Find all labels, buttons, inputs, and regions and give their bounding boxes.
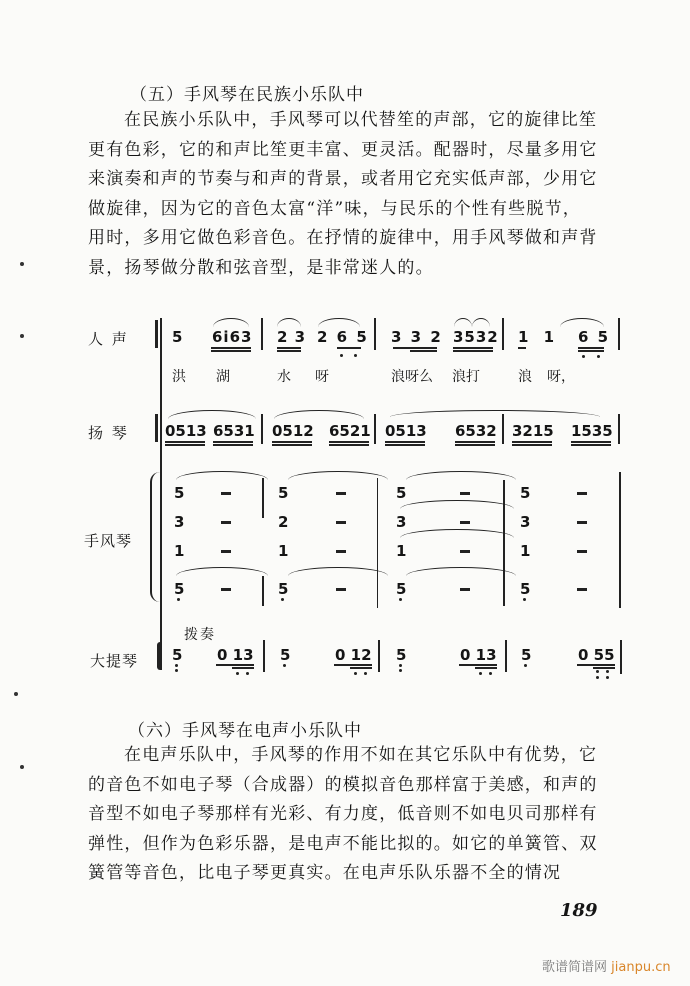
watermark <box>542 956 671 975</box>
underline <box>518 347 526 349</box>
beam <box>232 667 254 669</box>
beam <box>571 441 611 443</box>
sustain-dash <box>336 588 346 591</box>
note-group: 0 12 <box>335 646 372 664</box>
barline <box>620 640 622 674</box>
barline <box>374 414 376 444</box>
note: 1 <box>174 542 185 560</box>
sustain-dash <box>221 588 231 591</box>
beam <box>329 444 369 446</box>
note: 5 <box>172 646 183 664</box>
beam <box>329 441 369 443</box>
barline <box>378 640 380 672</box>
scan-speck <box>20 334 24 338</box>
low-octave-dot <box>596 676 599 679</box>
slur <box>472 318 490 327</box>
beam <box>277 350 301 352</box>
cello-bracket <box>157 642 160 670</box>
slur <box>274 410 364 419</box>
lyric: 呀， <box>547 369 575 385</box>
low-octave-dot <box>175 664 178 667</box>
beam <box>213 441 253 443</box>
beam <box>213 444 253 446</box>
low-octave-dot <box>606 676 609 679</box>
note-group: 3 3 2 <box>391 328 441 346</box>
scan-speck <box>14 692 18 696</box>
low-octave-dot <box>606 670 609 673</box>
beam <box>512 441 552 443</box>
beam <box>571 444 611 446</box>
voice-label: 人 声 <box>88 330 129 348</box>
note: 3 <box>396 513 407 531</box>
low-octave-dot <box>177 598 180 601</box>
note: 5 <box>520 484 531 502</box>
note-group: 3532 <box>453 328 499 346</box>
low-octave-dot <box>489 672 492 675</box>
scan-speck <box>20 765 24 769</box>
note-group: 0513 <box>165 422 207 440</box>
beam <box>459 664 497 666</box>
note-group: 6531 <box>213 422 255 440</box>
paragraph-line: 弹性，但作为色彩乐器，是电声不能比拟的。如它的单簧管、双 <box>88 833 598 854</box>
note: 3 <box>174 513 185 531</box>
beam <box>165 444 205 446</box>
note: 1 <box>520 542 531 560</box>
paragraph-line: 音型不如电子琴那样有光彩、有力度，低音则不如电贝司那样有 <box>88 804 598 824</box>
low-octave-dot <box>582 355 585 358</box>
note-group: 1 1 <box>518 328 555 346</box>
note: 5 <box>280 646 291 664</box>
sustain-dash <box>336 492 346 495</box>
barline <box>262 478 264 518</box>
sustain-dash <box>336 521 346 524</box>
slur <box>560 318 604 327</box>
note-group: 0 13 <box>460 646 497 664</box>
beam <box>272 441 312 443</box>
beam <box>453 350 493 352</box>
note: 5 <box>520 580 531 598</box>
low-octave-dot <box>596 670 599 673</box>
lyric: 浪呀么 <box>391 369 433 385</box>
barline <box>374 318 376 350</box>
tie <box>406 471 516 480</box>
paragraph-line: 在民族小乐队中，手风琴可以代替笙的声部，它的旋律比笙 <box>124 110 598 130</box>
watermark-url: jianpu.cn <box>611 960 671 975</box>
barline <box>505 640 507 672</box>
sustain-dash <box>577 492 587 495</box>
beam <box>577 664 615 666</box>
beam <box>334 664 372 666</box>
beam <box>385 441 425 443</box>
sustain-dash <box>460 550 470 553</box>
beam <box>578 350 604 352</box>
note: 5 <box>172 328 183 346</box>
barline <box>262 576 264 606</box>
beam <box>165 441 205 443</box>
note-group: 2 3 <box>277 328 306 346</box>
low-octave-dot <box>364 672 367 675</box>
low-octave-dot <box>479 672 482 675</box>
sustain-dash <box>460 521 470 524</box>
low-octave-dot <box>597 355 600 358</box>
paragraph-line: 更有色彩，它的和声比笙更丰富、更灵活。配器时，尽量多用它 <box>88 139 598 160</box>
tie <box>176 567 268 576</box>
note: 5 <box>521 646 532 664</box>
note: 5 <box>278 580 289 598</box>
beam <box>211 347 251 349</box>
paragraph-line: 的音色不如电子琴（合成器）的模拟音色那样富于美感，和声的 <box>88 774 598 795</box>
barline <box>618 318 620 350</box>
note-group: 0513 <box>385 422 427 440</box>
barline <box>261 414 263 444</box>
lyric: 水 <box>277 369 291 385</box>
barline <box>502 318 504 350</box>
barline <box>619 472 621 608</box>
beam <box>216 664 254 666</box>
low-octave-dot <box>354 672 357 675</box>
slur <box>318 318 360 327</box>
section-6-paragraph <box>88 741 648 889</box>
beam <box>455 444 495 446</box>
lyric: 湖 <box>216 369 230 385</box>
tie <box>406 567 516 576</box>
beam <box>453 347 493 349</box>
sustain-dash <box>221 492 231 495</box>
note-group: 6i63 <box>212 328 253 346</box>
lyric: 浪 <box>518 369 532 385</box>
section-heading-6: （六）手风琴在电声小乐队中 <box>128 721 362 741</box>
watermark-text: 歌谱简谱网 <box>542 960 608 975</box>
barline <box>261 318 263 350</box>
barline <box>502 414 504 444</box>
low-octave-dot <box>281 598 284 601</box>
beam <box>578 347 604 349</box>
low-octave-dot <box>246 672 249 675</box>
sustain-dash <box>221 521 231 524</box>
note-group: 1535 <box>571 422 613 440</box>
sustain-dash <box>577 521 587 524</box>
scan-speck <box>20 262 24 266</box>
note: 1 <box>278 542 289 560</box>
low-octave-dot <box>283 664 286 667</box>
beam <box>475 667 497 669</box>
beam <box>593 667 615 669</box>
beam <box>393 347 437 349</box>
note: 1 <box>396 542 407 560</box>
note-group: 0512 <box>272 422 314 440</box>
note: 2 <box>278 513 289 531</box>
page-number: 189 <box>560 900 598 921</box>
tie <box>400 500 514 509</box>
lyric: 洪 <box>172 369 186 385</box>
sustain-dash <box>577 550 587 553</box>
paragraph-line: 做旋律，因为它的音色太富“洋”味，与民乐的个性有些脱节， <box>88 198 581 219</box>
note-group: 2 6 5 <box>317 328 367 346</box>
beam <box>277 347 301 349</box>
beam <box>337 347 361 349</box>
slur <box>454 318 472 327</box>
sustain-dash <box>577 588 587 591</box>
cello-label: 大提琴 <box>90 652 139 670</box>
beam <box>211 350 251 352</box>
beam <box>272 444 312 446</box>
beam <box>410 350 437 352</box>
note: 5 <box>174 484 185 502</box>
low-octave-dot <box>354 354 357 357</box>
yangqin-bracket <box>155 414 158 442</box>
low-octave-dot <box>523 598 526 601</box>
section-heading-5: （五）手风琴在民族小乐队中 <box>130 85 364 105</box>
note-group: 6 5 <box>578 328 609 346</box>
note: 5 <box>278 484 289 502</box>
paragraph-line: 用时，多用它做色彩音色。在抒情的旋律中，用手风琴做和声背 <box>88 228 598 248</box>
low-octave-dot <box>340 354 343 357</box>
accordion-label: 手风琴 <box>84 532 133 550</box>
beam <box>512 444 552 446</box>
sustain-dash <box>460 492 470 495</box>
sustain-dash <box>336 550 346 553</box>
tie <box>176 471 268 480</box>
low-octave-dot <box>524 664 527 667</box>
paragraph-line: 在电声乐队中，手风琴的作用不如在其它乐队中有优势，它 <box>124 745 598 765</box>
tie <box>288 471 388 480</box>
low-octave-dot <box>236 672 239 675</box>
note: 5 <box>396 484 407 502</box>
note-group: 6532 <box>455 422 497 440</box>
low-octave-dot <box>175 669 178 672</box>
barline <box>618 414 620 444</box>
barline <box>263 640 265 672</box>
lyric: 浪打 <box>452 369 480 385</box>
note-group: 0 55 <box>578 646 615 664</box>
low-octave-dot <box>399 598 402 601</box>
tie <box>288 567 388 576</box>
slur <box>390 410 600 417</box>
yangqin-label: 扬 琴 <box>88 424 129 442</box>
sustain-dash <box>221 550 231 553</box>
beam <box>385 444 425 446</box>
paragraph-line: 簧管等音色，比电子琴更真实。在电声乐队乐器不全的情况 <box>88 863 562 883</box>
low-octave-dot <box>399 669 402 672</box>
note-group: 6521 <box>329 422 371 440</box>
voice-bracket <box>155 320 158 348</box>
beam <box>350 667 372 669</box>
barline <box>503 480 505 606</box>
slur <box>277 318 301 327</box>
beam <box>455 441 495 443</box>
note: 5 <box>396 580 407 598</box>
paragraph-line: 景，扬琴做分散和弦音型，是非常迷人的。 <box>88 257 434 278</box>
sustain-dash <box>460 588 470 591</box>
low-octave-dot <box>399 664 402 667</box>
note: 5 <box>174 580 185 598</box>
note-group: 3215 <box>512 422 554 440</box>
paragraph-line: 来演奏和声的节奏与和声的背景，或者用它充实低声部，少用它 <box>88 169 598 189</box>
slur <box>213 318 249 327</box>
note: 5 <box>396 646 407 664</box>
pizzicato-marking: 拨奏 <box>184 627 216 643</box>
slur <box>168 410 256 419</box>
note-group: 0 13 <box>217 646 254 664</box>
tie <box>400 529 514 538</box>
lyric: 呀 <box>315 369 329 385</box>
note: 3 <box>520 513 531 531</box>
accordion-brace <box>150 472 162 602</box>
barline <box>377 478 378 608</box>
